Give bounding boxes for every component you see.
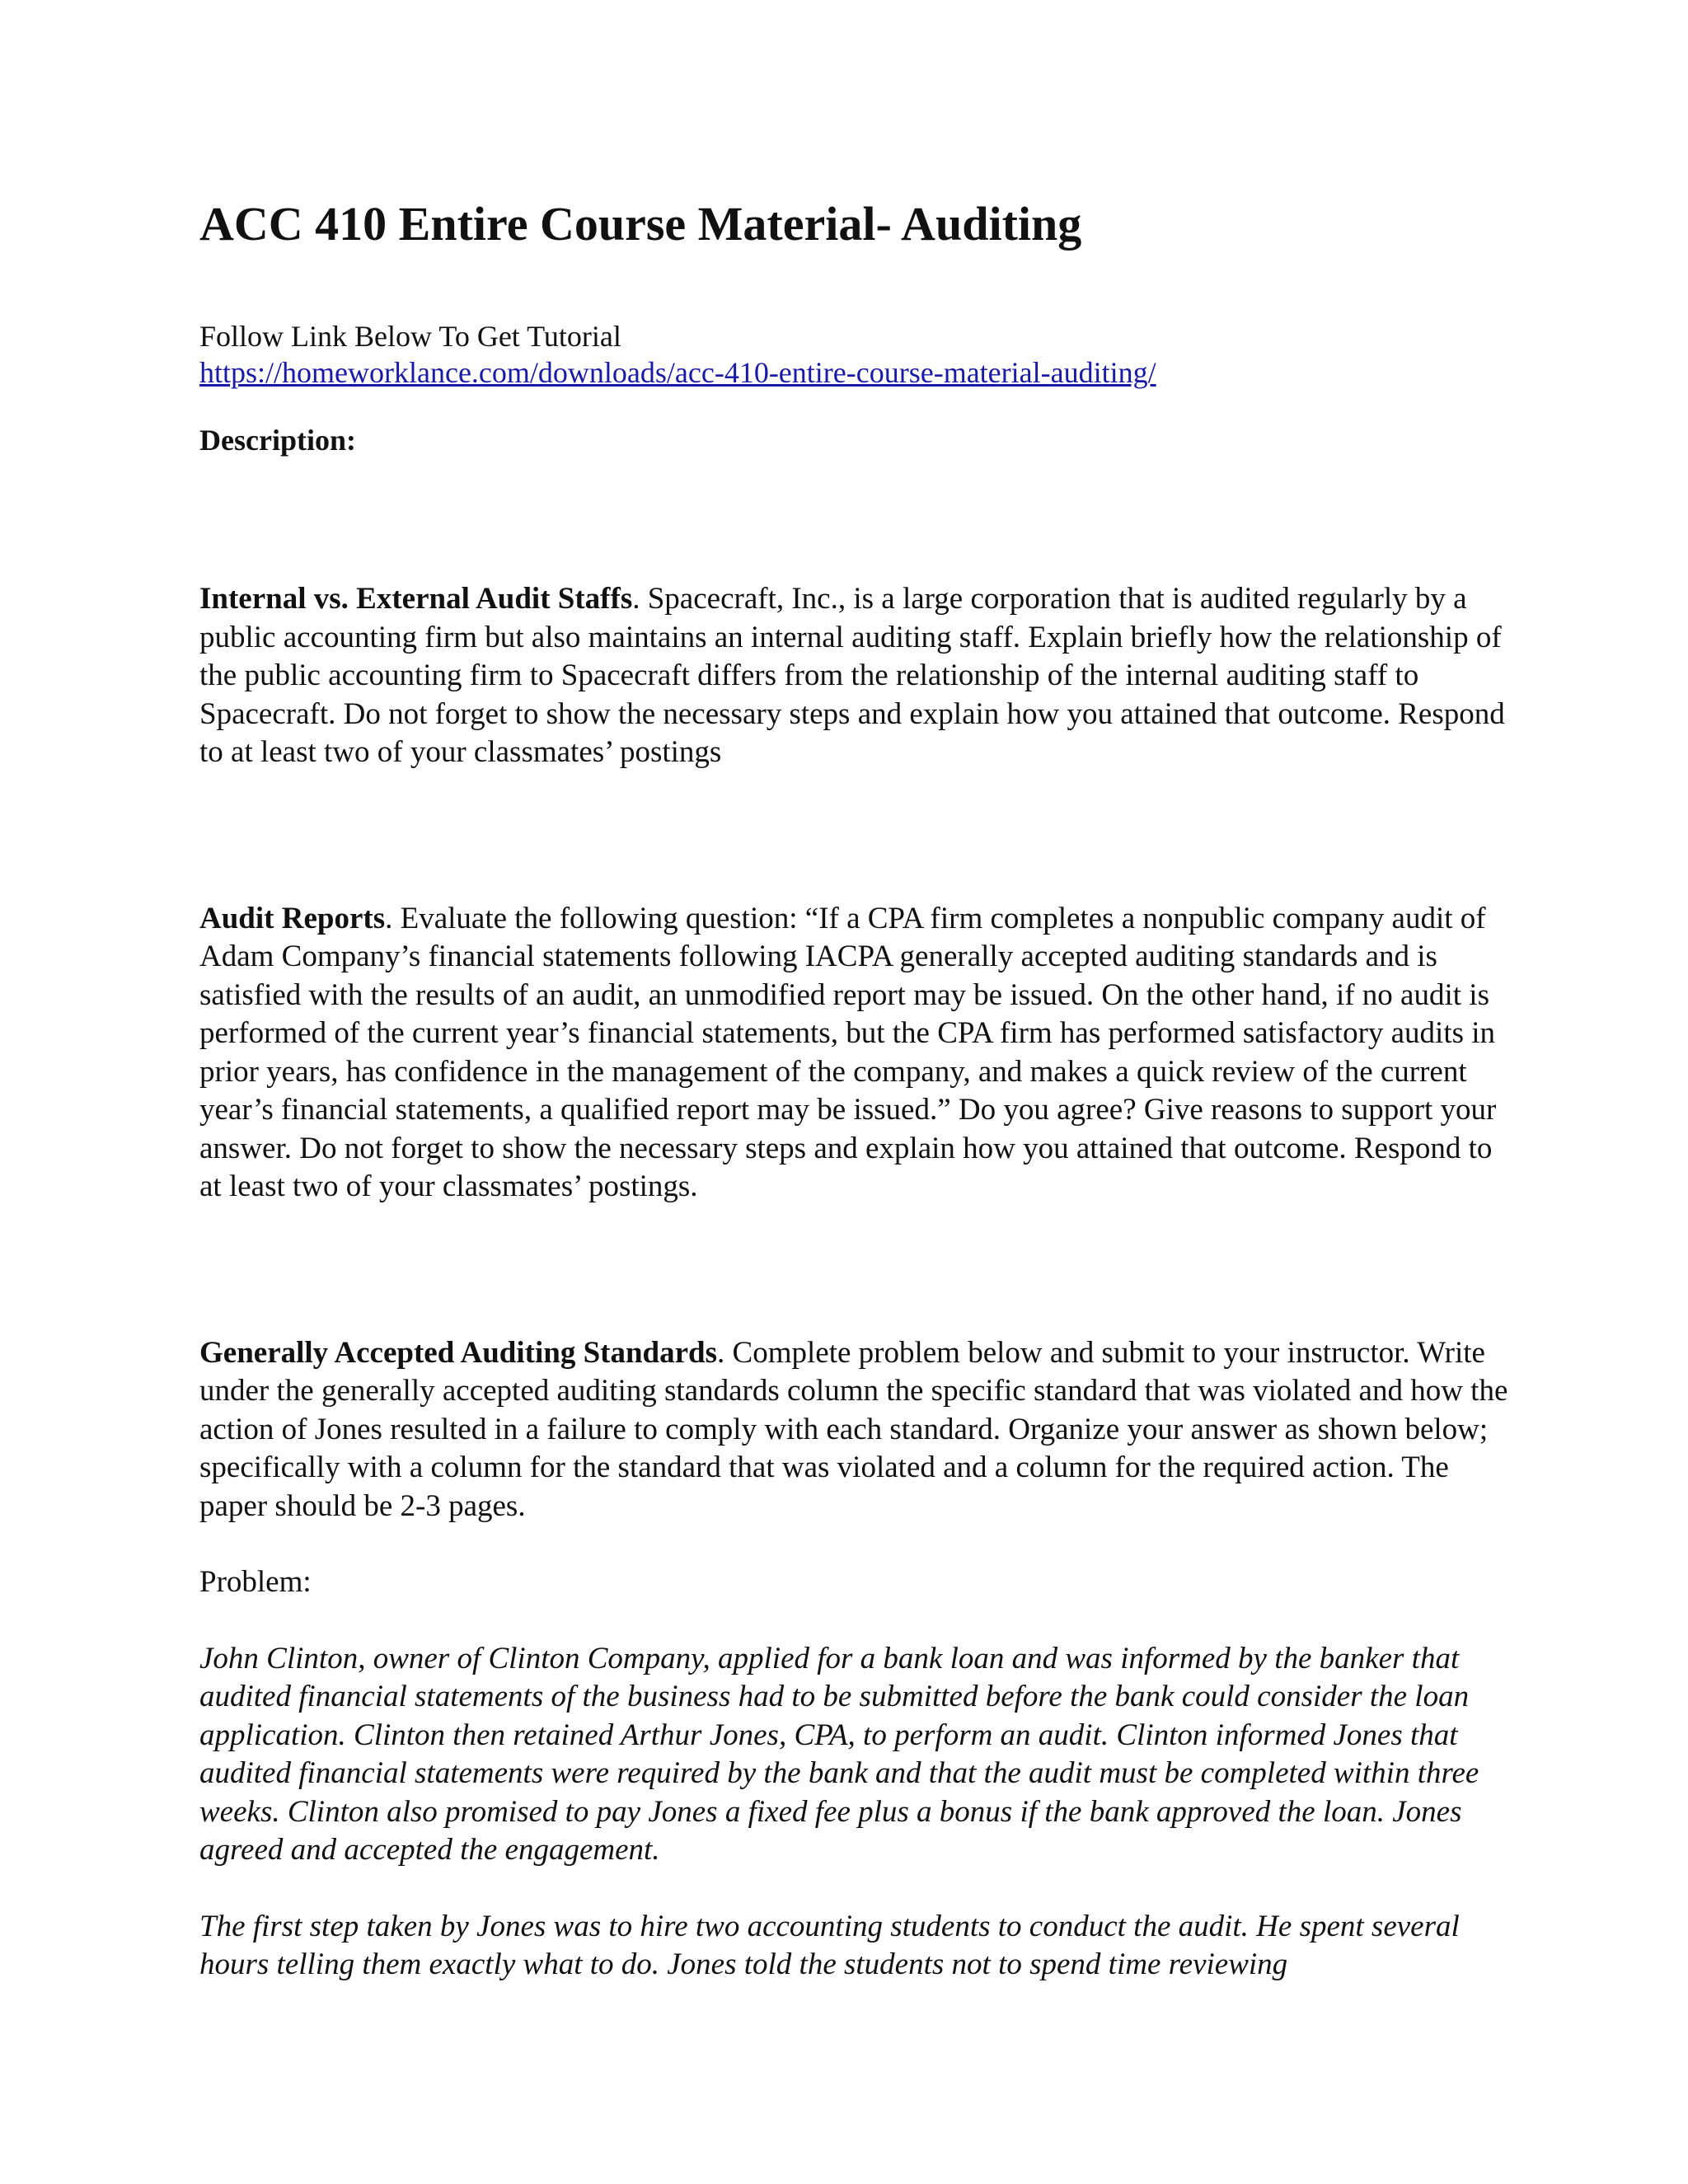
document-content	[199, 194, 1510, 1985]
section-heading: Generally Accepted Auditing Standards	[199, 1335, 718, 1370]
section-body: . Spacecraft, Inc., is a large corporation that is audited regularly by a public accounting firm but also maintains an internal auditing staff. Explain briefly how the relationship of the public accounting firm to Spacecraft differs from the relationship of the internal auditing staff to Spacecraft. Do not forget to show the necessary steps and explain how you attained that outcome. Respond to at least two of your classmates’ postings	[199, 582, 1505, 769]
section-body: . Evaluate the following question: “If a CPA firm completes a nonpublic company audit of Adam Company’s financial statements following IACPA generally accepted auditing standards and is satisfied with the results of an audit, an unmodified report may be issued. On the other hand, if no audit is performed of the current year’s financial statements, but the CPA firm has performed satisfactory audits in prior years, has confidence in the management of the company, and makes a quick review of the current year’s financial statements, a qualified report may be issued.” Do you agree? Give reasons to support your answer. Do not forget to show the necessary steps and explain how you attained that outcome. Respond to at least two of your classmates’ postings.	[199, 901, 1497, 1203]
tutorial-link[interactable]: https://homeworklance.com/downloads/acc-410-entire-course-material-auditing/	[199, 356, 1156, 389]
section-heading: Audit Reports	[199, 901, 386, 935]
document-title: ACC 410 Entire Course Material- Auditing	[199, 197, 1082, 251]
section-body: . Complete problem below and submit to your instructor. Write under the generally accepted auditing standards column the specific standard that was violated and how the action of Jones resulted in a failure to comply with each standard. Organize your answer as shown below; specifically with a column for the standard that was violated and a column for the required action. The paper should be 2-3 pages.	[199, 1335, 1508, 1523]
problem-label: Problem:	[199, 1565, 312, 1599]
problem-paragraph: The first step taken by Jones was to hire two accounting students to conduct the audit. He spent several hours telling them exactly what to do. Jones told the students not to spend time reviewing	[199, 1909, 1460, 1981]
follow-instruction: Follow Link Below To Get Tutorial	[199, 320, 621, 353]
description-heading: Description:	[199, 424, 356, 457]
tutorial-link-block	[199, 318, 1510, 391]
section-paragraph	[199, 580, 1510, 772]
section-heading: Internal vs. External Audit Staffs	[199, 582, 633, 616]
section-paragraph	[199, 1334, 1510, 1526]
section-paragraph	[199, 900, 1510, 1207]
problem-paragraph: John Clinton, owner of Clinton Company, applied for a bank loan and was informed by the banker that audited financial statements of the business had to be submitted before the bank could consider the loan application. Clinton then retained Arthur Jones, CPA, to perform an audit. Clinton informed Jones that audited financial statements were required by the bank and that the audit must be completed within three weeks. Clinton also promised to pay Jones a fixed fee plus a bonus if the bank approved the loan. Jones agreed and accepted the engagement.	[199, 1641, 1479, 1867]
